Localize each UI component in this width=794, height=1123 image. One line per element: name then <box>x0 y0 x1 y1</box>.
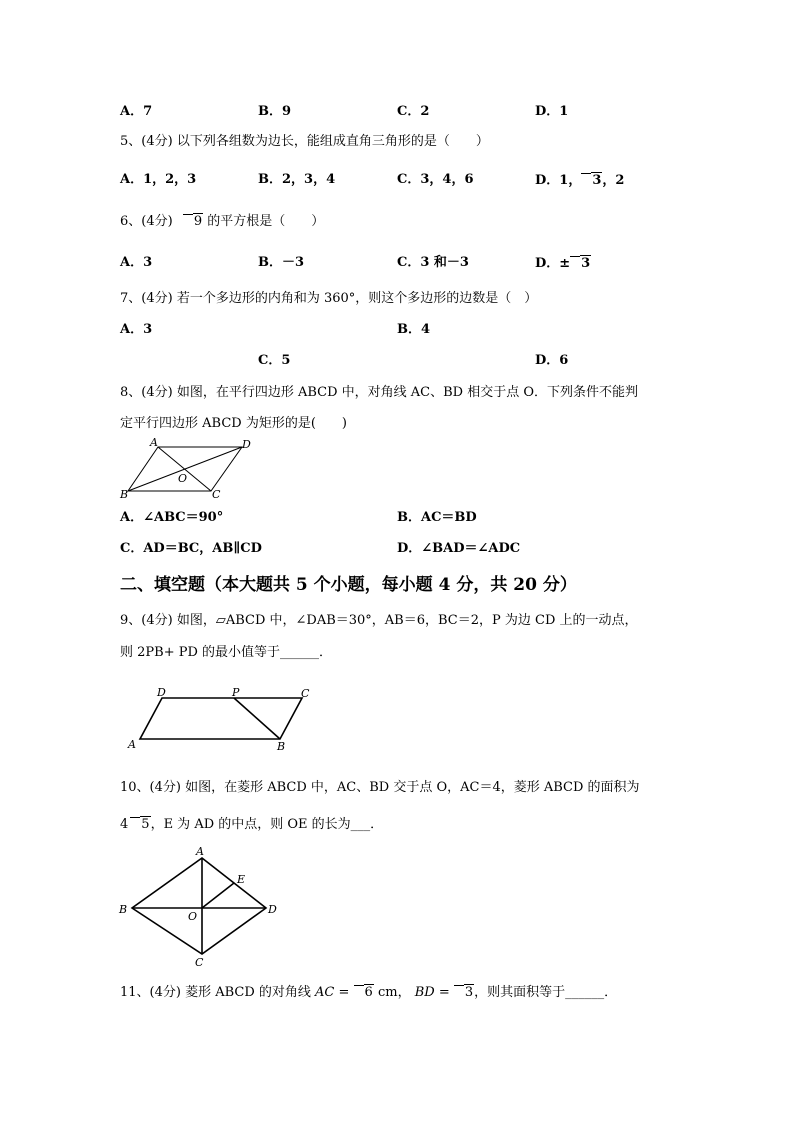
q6-option-d-radicand: 3 <box>581 256 591 271</box>
q6-stem <box>120 213 324 230</box>
q5-stem: 5、(4分) 以下列各组数为边长，能组成直角三角形的是（ ） <box>120 134 489 149</box>
q6-option-d <box>535 255 591 272</box>
label-o: O <box>178 472 188 485</box>
q7-option-d: D．6 <box>535 353 569 368</box>
q11-prefix: 11、(4分) 菱形 ABCD 的对角线 <box>120 985 311 1000</box>
q8-parallelogram-figure <box>118 436 258 502</box>
q8-option-c: C．AD＝BC，AB∥CD <box>120 541 262 556</box>
q6-option-b: B．－3 <box>258 255 305 270</box>
q7-option-c: C．5 <box>258 353 291 368</box>
q10-line1: 10、(4分) 如图，在菱形 ABCD 中，AC、BD 交于点 O，AC＝4，菱形 ABCD 的面积为 <box>120 780 640 795</box>
label-d: D <box>242 438 251 451</box>
q8-option-b: B．AC＝BD <box>397 510 477 525</box>
label-a: A <box>196 845 204 858</box>
q11-ac-radicand: 6 <box>364 985 373 1000</box>
q10-radicand: 5 <box>141 817 150 832</box>
q6-option-a: A．3 <box>120 255 153 270</box>
q11-unit: cm， <box>373 985 411 1000</box>
label-a: A <box>128 738 136 751</box>
q11-stem <box>120 984 617 1001</box>
label-d: D <box>268 903 277 916</box>
q4-option-b: B．9 <box>258 104 292 119</box>
q6-option-c: C．3 和－3 <box>397 255 469 270</box>
label-c: C <box>301 687 310 700</box>
label-e: E <box>237 873 246 886</box>
q6-prefix: 6、(4分) <box>120 214 173 229</box>
label-p: P <box>232 686 240 699</box>
sqrt-symbol <box>130 816 150 833</box>
sqrt-symbol <box>581 172 602 189</box>
label-o: O <box>188 910 198 923</box>
rhombus-abcd <box>132 858 266 954</box>
q5-option-d-radicand: 3 <box>592 173 602 188</box>
label-b: B <box>120 488 129 501</box>
q11-suffix: ，则其面积等于______． <box>474 985 618 1000</box>
q5-option-a: A．1，2，3 <box>120 172 197 187</box>
q10-rhombus-figure <box>116 842 286 968</box>
segment-pb <box>234 698 280 739</box>
q10-suffix: ，E 为 AD 的中点，则 OE 的长为___． <box>150 817 384 832</box>
sqrt-symbol <box>570 255 591 272</box>
q10-coefficient: 4 <box>120 817 129 832</box>
q5-option-d-suffix: ，2 <box>602 173 625 188</box>
q6-suffix: 的平方根是（ ） <box>207 214 325 229</box>
q5-option-c: C．3，4，6 <box>397 172 474 187</box>
sqrt-symbol <box>354 984 374 1001</box>
q4-option-d: D．1 <box>535 104 569 119</box>
q7-option-a: A．3 <box>120 322 153 337</box>
q11-bd-radicand: 3 <box>464 985 474 1000</box>
q7-stem: 7、(4分) 若一个多边形的内角和为 360°，则这个多边形的边数是（ ） <box>120 291 538 306</box>
q10-line2 <box>120 816 383 833</box>
q8-stem-line1: 8、(4分) 如图，在平行四边形 ABCD 中，对角线 AC、BD 相交于点 O．下列条件不能判 <box>120 385 639 400</box>
q5-option-d-prefix: D．1， <box>535 173 582 188</box>
q11-ac: AC = <box>315 985 354 1000</box>
q7-option-b: B．4 <box>397 322 431 337</box>
parallelogram-abcd <box>140 698 302 739</box>
q5-option-b: B．2，3，4 <box>258 172 336 187</box>
label-c: C <box>195 956 204 968</box>
q9-line2: 则 2PB+ PD 的最小值等于______． <box>120 645 333 660</box>
segment-oe <box>202 883 234 908</box>
q4-option-c: C．2 <box>397 104 430 119</box>
sqrt-symbol <box>183 213 203 230</box>
label-b: B <box>277 740 286 753</box>
q6-option-d-prefix: D．± <box>535 256 571 271</box>
label-c: C <box>212 488 221 501</box>
label-d: D <box>157 686 166 699</box>
label-b: B <box>119 903 128 916</box>
label-a: A <box>150 436 158 449</box>
q6-radicand: 9 <box>193 214 203 229</box>
q5-option-d <box>535 172 624 189</box>
q8-option-d: D．∠BAD＝∠ADC <box>397 541 521 556</box>
q4-option-a: A．7 <box>120 104 153 119</box>
section-heading: 二、填空题（本大题共 5 个小题，每小题 4 分，共 20 分） <box>120 575 577 595</box>
q11-bd: BD = <box>414 985 454 1000</box>
q9-parallelogram-figure <box>124 684 320 754</box>
q8-option-a: A．∠ABC＝90° <box>120 510 224 525</box>
sqrt-symbol <box>454 984 474 1001</box>
q9-line1: 9、(4分) 如图，▱ABCD 中，∠DAB＝30°，AB＝6，BC＝2，P 为边 CD 上的一动点， <box>120 613 638 628</box>
q8-stem-line2: 定平行四边形 ABCD 为矩形的是( ) <box>120 416 347 431</box>
